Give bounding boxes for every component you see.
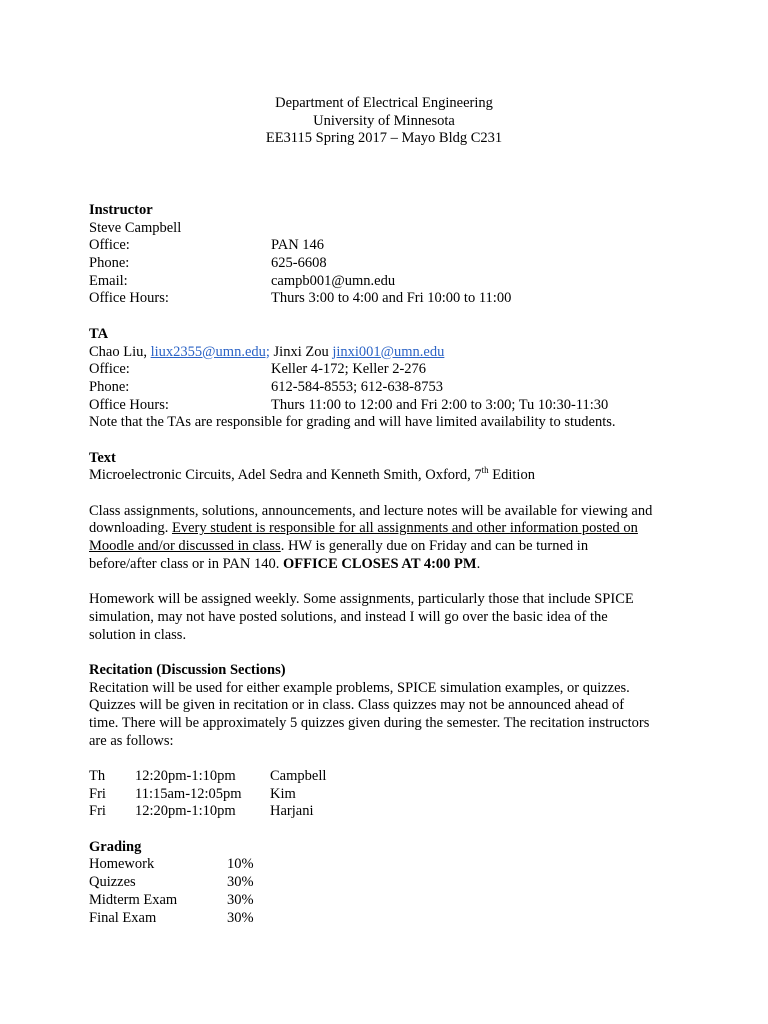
schedule-time: 11:15am-12:05pm xyxy=(135,785,242,802)
instructor-office-value: PAN 146 xyxy=(271,237,325,254)
instructor-hours-label: Office Hours: xyxy=(89,290,169,307)
paragraph1-line4 xyxy=(89,556,689,574)
paragraph1-line3-underlined: Moodle and/or discussed in class xyxy=(89,538,281,555)
grading-percent: 10% xyxy=(227,856,254,873)
schedule-time: 12:20pm-1:10pm xyxy=(135,803,236,820)
ta-hours-row xyxy=(89,397,689,415)
grading-percent: 30% xyxy=(227,891,254,908)
university-line: University of Minnesota xyxy=(313,112,455,129)
instructor-heading: Instructor xyxy=(89,202,153,218)
schedule-day: Th xyxy=(89,768,106,784)
ta-hours-label: Office Hours: xyxy=(89,396,169,413)
instructor-office-label: Office: xyxy=(89,237,130,254)
textbook-title: Microelectronic Circuits, Adel Sedra and Kenneth Smith, Oxford, 7 xyxy=(89,467,482,484)
instructor-name: Steve Campbell xyxy=(89,219,182,236)
schedule-time: 12:20pm-1:10pm xyxy=(135,768,236,784)
ta-phone-label: Phone: xyxy=(89,378,130,395)
instructor-phone-label: Phone: xyxy=(89,255,130,272)
grading-row xyxy=(89,856,689,874)
ta-office-label: Office: xyxy=(89,361,130,378)
document-body xyxy=(89,202,689,927)
recitation-line2: Quizzes will be given in recitation or in class. Class quizzes may not be announced ahead of xyxy=(89,697,625,714)
grading-label: Midterm Exam xyxy=(89,891,178,908)
schedule-day: Fri xyxy=(89,803,106,820)
text-heading: Text xyxy=(89,449,116,466)
ta-hours-value: Thurs 11:00 to 12:00 and Fri 2:00 to 3:00; Tu 10:30-11:30 xyxy=(271,396,609,413)
grading-label: Quizzes xyxy=(89,874,136,891)
ta-note: Note that the TAs are responsible for grading and will have limited availability to students. xyxy=(89,414,616,431)
paragraph1-line4-plain: before/after class or in PAN 140. xyxy=(89,555,283,572)
ta-phone-value: 612-584-8553; 612-638-8753 xyxy=(271,378,443,395)
paragraph1-line2 xyxy=(89,520,689,538)
paragraph1-line4-end: . xyxy=(476,555,481,572)
grading-label: Homework xyxy=(89,856,155,873)
instructor-email-row xyxy=(89,273,689,291)
ta-name-2: Jinxi Zou xyxy=(269,343,333,360)
ta-name-1: Chao Liu, xyxy=(89,343,151,360)
recitation-line4: are as follows: xyxy=(89,732,174,749)
document-header xyxy=(0,95,768,148)
paragraph1-line1: Class assignments, solutions, announcements, and lecture notes will be available for viewing and xyxy=(89,502,653,519)
instructor-email-label: Email: xyxy=(89,272,128,289)
schedule-day: Fri xyxy=(89,785,106,802)
paragraph2-line1: Homework will be assigned weekly. Some assignments, particularly those that include SPICE xyxy=(89,591,634,608)
grading-row xyxy=(89,892,689,910)
instructor-office-row xyxy=(89,237,689,255)
recitation-line1: Recitation will be used for either example problems, SPICE simulation examples, or quizzes. xyxy=(89,679,630,696)
grading-label: Final Exam xyxy=(89,909,157,926)
paragraph1-line3-plain: . HW is generally due on Friday and can be turned in xyxy=(280,538,589,555)
instructor-hours-value: Thurs 3:00 to 4:00 and Fri 10:00 to 11:00 xyxy=(271,290,512,307)
schedule-instructor: Campbell xyxy=(270,768,327,784)
textbook-edition-sup: th xyxy=(481,465,489,476)
paragraph1-line2-underlined: Every student is responsible for all assignments and other information posted on xyxy=(171,520,638,537)
ta-heading: TA xyxy=(89,325,109,342)
ta-names-line xyxy=(89,344,689,362)
paragraph2-line3: solution in class. xyxy=(89,626,187,643)
ta-office-value: Keller 4-172; Keller 2-276 xyxy=(271,361,427,378)
department-line: Department of Electrical Engineering xyxy=(275,95,493,111)
textbook-edition-suffix: Edition xyxy=(488,467,535,484)
paragraph2-line2: simulation, may not have posted solutions, and instead I will go over the basic idea of the xyxy=(89,608,608,625)
ta-phone-row xyxy=(89,379,689,397)
schedule-row xyxy=(89,803,689,821)
course-line: EE3115 Spring 2017 – Mayo Bldg C231 xyxy=(265,130,503,146)
ta-office-row xyxy=(89,361,689,379)
grading-percent: 30% xyxy=(227,874,254,891)
grading-percent: 30% xyxy=(227,909,254,926)
ta-email-link-2[interactable]: jinxi001@umn.edu xyxy=(332,343,445,360)
paragraph1-line3 xyxy=(89,538,689,556)
instructor-hours-row xyxy=(89,290,689,308)
recitation-heading: Recitation (Discussion Sections) xyxy=(89,661,286,678)
office-closes-notice: OFFICE CLOSES AT 4:00 PM xyxy=(282,555,477,572)
schedule-instructor: Kim xyxy=(270,785,296,802)
instructor-phone-value: 625-6608 xyxy=(271,255,327,272)
grading-row xyxy=(89,874,689,892)
instructor-email-value: campb001@umn.edu xyxy=(271,272,396,289)
grading-row xyxy=(89,910,689,928)
textbook-line xyxy=(89,467,689,485)
schedule-row xyxy=(89,786,689,804)
instructor-phone-row xyxy=(89,255,689,273)
ta-email-link-1[interactable]: liux2355@umn.edu; xyxy=(150,343,270,360)
schedule-instructor: Harjani xyxy=(270,803,314,820)
recitation-line3: time. There will be approximately 5 quizzes given during the semester. The recitation instructors xyxy=(89,714,650,731)
grading-heading: Grading xyxy=(89,838,142,855)
schedule-row xyxy=(89,768,689,786)
paragraph1-line2-plain: downloading. xyxy=(89,520,172,537)
